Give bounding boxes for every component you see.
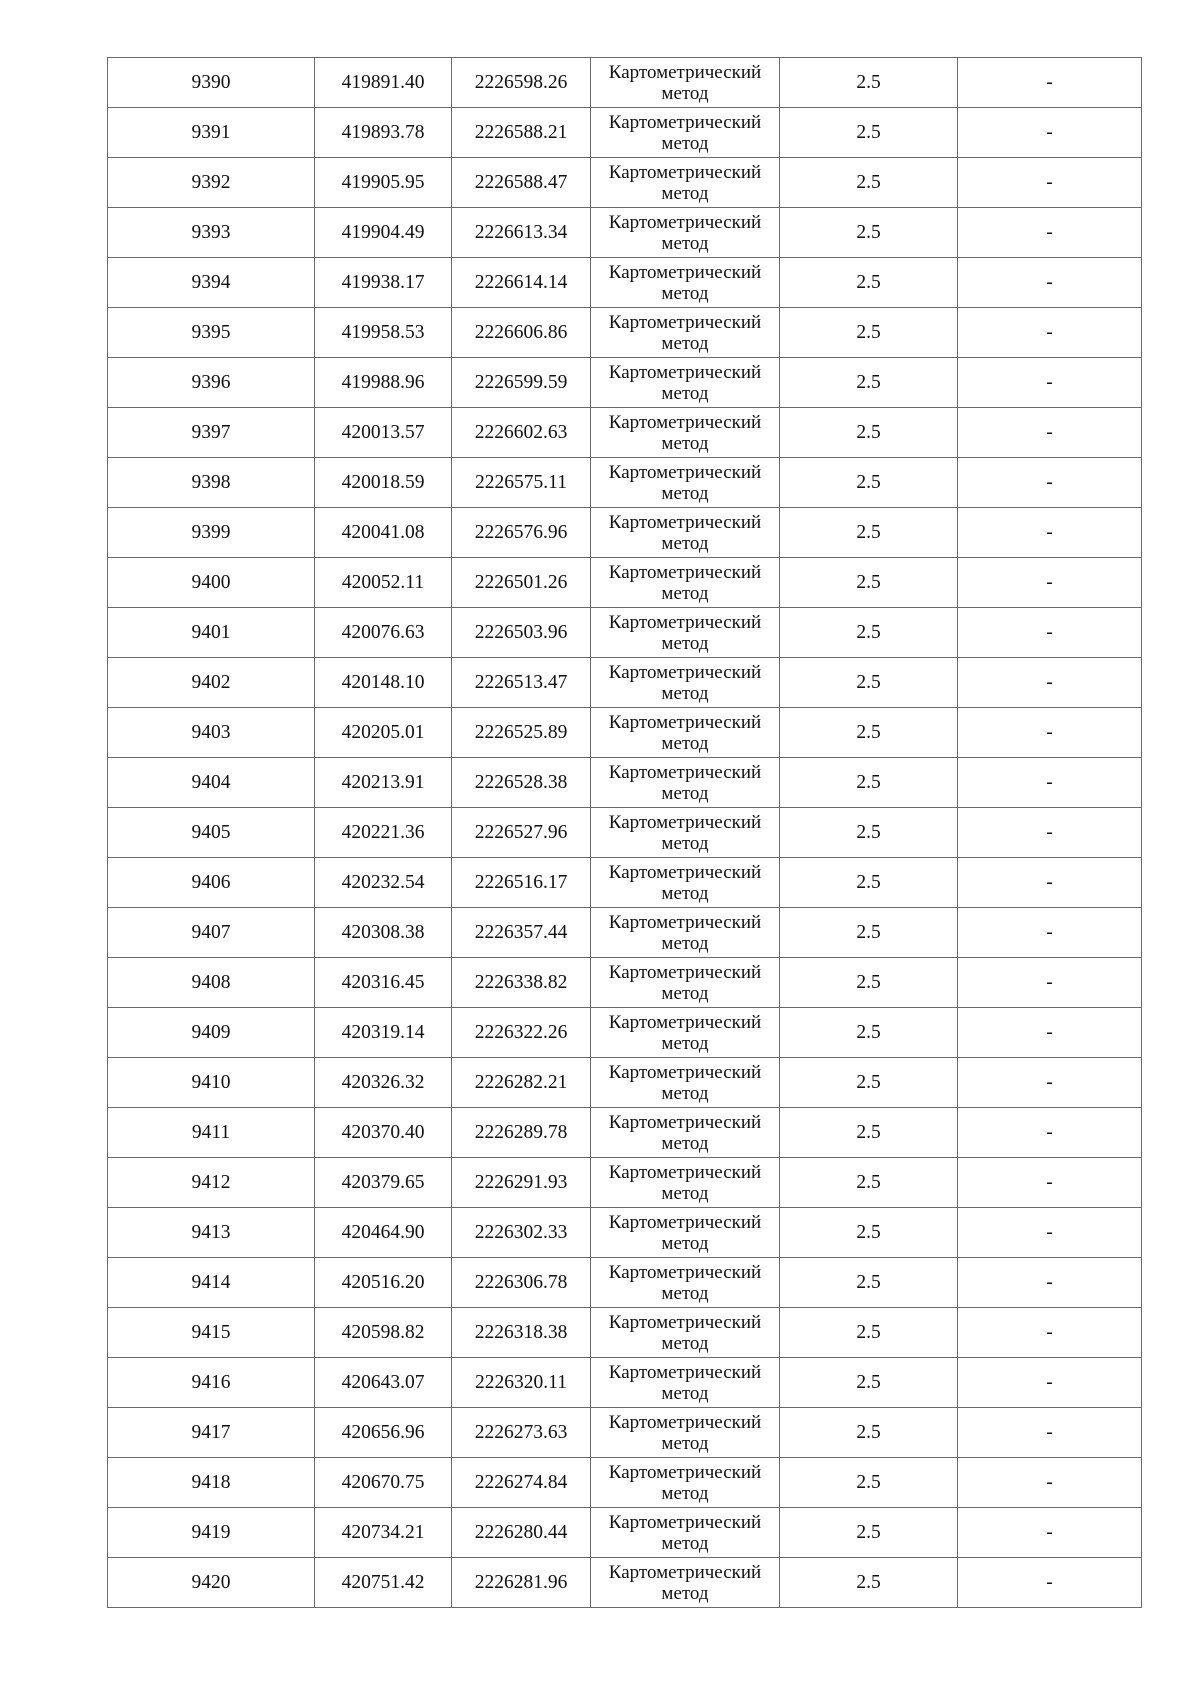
- method-line-2: метод: [661, 783, 709, 804]
- method-cell: [591, 408, 780, 458]
- table-row: [108, 708, 1142, 758]
- y-coordinate-cell: 2226598.26: [452, 58, 591, 108]
- point-number-cell: 9399: [108, 508, 315, 558]
- y-coordinate-cell: 2226576.96: [452, 508, 591, 558]
- x-coordinate-cell: 420656.96: [315, 1408, 452, 1458]
- y-coordinate-cell: 2226273.63: [452, 1408, 591, 1458]
- y-coordinate-cell: 2226306.78: [452, 1258, 591, 1308]
- point-number-cell: 9392: [108, 158, 315, 208]
- accuracy-cell: 2.5: [780, 208, 958, 258]
- table-row: [108, 508, 1142, 558]
- method-line-1: Картометрический: [608, 1162, 762, 1183]
- method-cell: [591, 208, 780, 258]
- accuracy-cell: 2.5: [780, 1008, 958, 1058]
- x-coordinate-cell: 420205.01: [315, 708, 452, 758]
- coordinates-table-body: [108, 58, 1142, 1608]
- y-coordinate-cell: 2226282.21: [452, 1058, 591, 1108]
- accuracy-cell: 2.5: [780, 108, 958, 158]
- accuracy-cell: 2.5: [780, 808, 958, 858]
- method-line-2: метод: [661, 483, 709, 504]
- x-coordinate-cell: 420464.90: [315, 1208, 452, 1258]
- method-line-2: метод: [661, 583, 709, 604]
- method-line-2: метод: [661, 1383, 709, 1404]
- table-row: [108, 1058, 1142, 1108]
- accuracy-cell: 2.5: [780, 1258, 958, 1308]
- method-line-2: метод: [661, 183, 709, 204]
- table-row: [108, 558, 1142, 608]
- y-coordinate-cell: 2226588.47: [452, 158, 591, 208]
- point-number-cell: 9416: [108, 1358, 315, 1408]
- method-line-2: метод: [661, 1333, 709, 1354]
- table-row: [108, 258, 1142, 308]
- point-number-cell: 9411: [108, 1108, 315, 1158]
- y-coordinate-cell: 2226575.11: [452, 458, 591, 508]
- y-coordinate-cell: 2226320.11: [452, 1358, 591, 1408]
- method-line-1: Картометрический: [608, 1062, 762, 1083]
- table-row: [108, 658, 1142, 708]
- x-coordinate-cell: 419958.53: [315, 308, 452, 358]
- accuracy-cell: 2.5: [780, 608, 958, 658]
- method-cell: [591, 1558, 780, 1608]
- accuracy-cell: 2.5: [780, 408, 958, 458]
- method-cell: [591, 158, 780, 208]
- note-cell: -: [958, 1008, 1142, 1058]
- table-row: [108, 1408, 1142, 1458]
- y-coordinate-cell: 2226281.96: [452, 1558, 591, 1608]
- x-coordinate-cell: 420213.91: [315, 758, 452, 808]
- accuracy-cell: 2.5: [780, 1308, 958, 1358]
- point-number-cell: 9390: [108, 58, 315, 108]
- method-line-1: Картометрический: [608, 62, 762, 83]
- point-number-cell: 9404: [108, 758, 315, 808]
- x-coordinate-cell: 419905.95: [315, 158, 452, 208]
- method-cell: [591, 58, 780, 108]
- method-cell: [591, 1358, 780, 1408]
- y-coordinate-cell: 2226302.33: [452, 1208, 591, 1258]
- note-cell: -: [958, 1058, 1142, 1108]
- method-line-1: Картометрический: [608, 1212, 762, 1233]
- method-line-2: метод: [661, 733, 709, 754]
- accuracy-cell: 2.5: [780, 1358, 958, 1408]
- accuracy-cell: 2.5: [780, 908, 958, 958]
- note-cell: -: [958, 358, 1142, 408]
- y-coordinate-cell: 2226503.96: [452, 608, 591, 658]
- note-cell: -: [958, 858, 1142, 908]
- y-coordinate-cell: 2226614.14: [452, 258, 591, 308]
- y-coordinate-cell: 2226602.63: [452, 408, 591, 458]
- y-coordinate-cell: 2226588.21: [452, 108, 591, 158]
- method-line-2: метод: [661, 83, 709, 104]
- method-line-2: метод: [661, 1583, 709, 1604]
- note-cell: -: [958, 1508, 1142, 1558]
- point-number-cell: 9410: [108, 1058, 315, 1108]
- method-cell: [591, 258, 780, 308]
- x-coordinate-cell: 420670.75: [315, 1458, 452, 1508]
- method-line-1: Картометрический: [608, 312, 762, 333]
- x-coordinate-cell: 420232.54: [315, 858, 452, 908]
- table-row: [108, 608, 1142, 658]
- y-coordinate-cell: 2226525.89: [452, 708, 591, 758]
- method-line-2: метод: [661, 633, 709, 654]
- accuracy-cell: 2.5: [780, 1408, 958, 1458]
- method-line-1: Картометрический: [608, 362, 762, 383]
- x-coordinate-cell: 419938.17: [315, 258, 452, 308]
- method-line-2: метод: [661, 1233, 709, 1254]
- x-coordinate-cell: 420148.10: [315, 658, 452, 708]
- point-number-cell: 9400: [108, 558, 315, 608]
- method-line-1: Картометрический: [608, 162, 762, 183]
- note-cell: -: [958, 808, 1142, 858]
- point-number-cell: 9397: [108, 408, 315, 458]
- note-cell: -: [958, 158, 1142, 208]
- table-row: [108, 58, 1142, 108]
- note-cell: -: [958, 708, 1142, 758]
- method-line-2: метод: [661, 133, 709, 154]
- method-line-1: Картометрический: [608, 662, 762, 683]
- method-line-2: метод: [661, 383, 709, 404]
- y-coordinate-cell: 2226338.82: [452, 958, 591, 1008]
- x-coordinate-cell: 420076.63: [315, 608, 452, 658]
- point-number-cell: 9408: [108, 958, 315, 1008]
- method-line-2: метод: [661, 983, 709, 1004]
- accuracy-cell: 2.5: [780, 958, 958, 1008]
- method-cell: [591, 958, 780, 1008]
- y-coordinate-cell: 2226528.38: [452, 758, 591, 808]
- note-cell: -: [958, 308, 1142, 358]
- method-line-1: Картометрический: [608, 812, 762, 833]
- accuracy-cell: 2.5: [780, 1208, 958, 1258]
- accuracy-cell: 2.5: [780, 708, 958, 758]
- method-line-1: Картометрический: [608, 412, 762, 433]
- accuracy-cell: 2.5: [780, 1058, 958, 1108]
- x-coordinate-cell: 420052.11: [315, 558, 452, 608]
- note-cell: -: [958, 1308, 1142, 1358]
- point-number-cell: 9394: [108, 258, 315, 308]
- note-cell: -: [958, 1408, 1142, 1458]
- y-coordinate-cell: 2226606.86: [452, 308, 591, 358]
- accuracy-cell: 2.5: [780, 858, 958, 908]
- accuracy-cell: 2.5: [780, 308, 958, 358]
- method-line-2: метод: [661, 1283, 709, 1304]
- table-row: [108, 208, 1142, 258]
- method-line-1: Картометрический: [608, 1312, 762, 1333]
- table-row: [108, 1508, 1142, 1558]
- method-cell: [591, 608, 780, 658]
- accuracy-cell: 2.5: [780, 358, 958, 408]
- method-line-2: метод: [661, 1133, 709, 1154]
- method-cell: [591, 708, 780, 758]
- note-cell: -: [958, 1208, 1142, 1258]
- method-cell: [591, 1508, 780, 1558]
- table-row: [108, 358, 1142, 408]
- method-line-1: Картометрический: [608, 862, 762, 883]
- x-coordinate-cell: 419904.49: [315, 208, 452, 258]
- method-cell: [591, 858, 780, 908]
- table-row: [108, 408, 1142, 458]
- method-cell: [591, 458, 780, 508]
- table-row: [108, 158, 1142, 208]
- x-coordinate-cell: 420013.57: [315, 408, 452, 458]
- point-number-cell: 9412: [108, 1158, 315, 1208]
- point-number-cell: 9419: [108, 1508, 315, 1558]
- note-cell: -: [958, 58, 1142, 108]
- method-line-2: метод: [661, 1433, 709, 1454]
- note-cell: -: [958, 258, 1142, 308]
- point-number-cell: 9403: [108, 708, 315, 758]
- y-coordinate-cell: 2226613.34: [452, 208, 591, 258]
- accuracy-cell: 2.5: [780, 658, 958, 708]
- method-cell: [591, 358, 780, 408]
- method-line-2: метод: [661, 933, 709, 954]
- method-cell: [591, 1008, 780, 1058]
- method-line-2: метод: [661, 233, 709, 254]
- note-cell: -: [958, 958, 1142, 1008]
- accuracy-cell: 2.5: [780, 1158, 958, 1208]
- table-row: [108, 908, 1142, 958]
- table-row: [108, 458, 1142, 508]
- accuracy-cell: 2.5: [780, 258, 958, 308]
- table-row: [108, 1008, 1142, 1058]
- method-cell: [591, 1108, 780, 1158]
- method-line-2: метод: [661, 833, 709, 854]
- method-cell: [591, 1208, 780, 1258]
- method-line-2: метод: [661, 1533, 709, 1554]
- x-coordinate-cell: 420221.36: [315, 808, 452, 858]
- table-row: [108, 1558, 1142, 1608]
- coordinates-table: [107, 57, 1142, 1608]
- y-coordinate-cell: 2226357.44: [452, 908, 591, 958]
- note-cell: -: [958, 1458, 1142, 1508]
- note-cell: -: [958, 508, 1142, 558]
- y-coordinate-cell: 2226599.59: [452, 358, 591, 408]
- point-number-cell: 9396: [108, 358, 315, 408]
- x-coordinate-cell: 420316.45: [315, 958, 452, 1008]
- accuracy-cell: 2.5: [780, 508, 958, 558]
- accuracy-cell: 2.5: [780, 558, 958, 608]
- y-coordinate-cell: 2226527.96: [452, 808, 591, 858]
- method-cell: [591, 1058, 780, 1108]
- x-coordinate-cell: 420370.40: [315, 1108, 452, 1158]
- y-coordinate-cell: 2226516.17: [452, 858, 591, 908]
- method-line-2: метод: [661, 1033, 709, 1054]
- accuracy-cell: 2.5: [780, 1458, 958, 1508]
- accuracy-cell: 2.5: [780, 1508, 958, 1558]
- table-row: [108, 1308, 1142, 1358]
- point-number-cell: 9407: [108, 908, 315, 958]
- y-coordinate-cell: 2226318.38: [452, 1308, 591, 1358]
- point-number-cell: 9393: [108, 208, 315, 258]
- note-cell: -: [958, 908, 1142, 958]
- method-line-1: Картометрический: [608, 1562, 762, 1583]
- point-number-cell: 9413: [108, 1208, 315, 1258]
- method-line-1: Картометрический: [608, 1112, 762, 1133]
- method-line-1: Картометрический: [608, 512, 762, 533]
- accuracy-cell: 2.5: [780, 58, 958, 108]
- x-coordinate-cell: 420734.21: [315, 1508, 452, 1558]
- x-coordinate-cell: 419893.78: [315, 108, 452, 158]
- y-coordinate-cell: 2226501.26: [452, 558, 591, 608]
- x-coordinate-cell: 419988.96: [315, 358, 452, 408]
- x-coordinate-cell: 420598.82: [315, 1308, 452, 1358]
- method-line-2: метод: [661, 433, 709, 454]
- note-cell: -: [958, 558, 1142, 608]
- table-row: [108, 758, 1142, 808]
- table-row: [108, 1458, 1142, 1508]
- method-line-1: Картометрический: [608, 1262, 762, 1283]
- method-line-1: Картометрический: [608, 1012, 762, 1033]
- table-row: [108, 1358, 1142, 1408]
- table-row: [108, 1208, 1142, 1258]
- note-cell: -: [958, 1108, 1142, 1158]
- note-cell: -: [958, 408, 1142, 458]
- method-cell: [591, 308, 780, 358]
- table-row: [108, 808, 1142, 858]
- point-number-cell: 9409: [108, 1008, 315, 1058]
- method-line-2: метод: [661, 533, 709, 554]
- method-line-1: Картометрический: [608, 712, 762, 733]
- accuracy-cell: 2.5: [780, 758, 958, 808]
- table-row: [108, 108, 1142, 158]
- point-number-cell: 9414: [108, 1258, 315, 1308]
- note-cell: -: [958, 1558, 1142, 1608]
- method-line-1: Картометрический: [608, 762, 762, 783]
- note-cell: -: [958, 1158, 1142, 1208]
- method-cell: [591, 1458, 780, 1508]
- y-coordinate-cell: 2226322.26: [452, 1008, 591, 1058]
- x-coordinate-cell: 420319.14: [315, 1008, 452, 1058]
- x-coordinate-cell: 420379.65: [315, 1158, 452, 1208]
- method-line-2: метод: [661, 333, 709, 354]
- method-cell: [591, 658, 780, 708]
- point-number-cell: 9406: [108, 858, 315, 908]
- table-row: [108, 858, 1142, 908]
- y-coordinate-cell: 2226274.84: [452, 1458, 591, 1508]
- method-line-2: метод: [661, 1183, 709, 1204]
- x-coordinate-cell: 419891.40: [315, 58, 452, 108]
- method-line-1: Картометрический: [608, 562, 762, 583]
- point-number-cell: 9391: [108, 108, 315, 158]
- x-coordinate-cell: 420018.59: [315, 458, 452, 508]
- table-row: [108, 1158, 1142, 1208]
- method-cell: [591, 758, 780, 808]
- x-coordinate-cell: 420751.42: [315, 1558, 452, 1608]
- method-line-2: метод: [661, 1483, 709, 1504]
- method-cell: [591, 808, 780, 858]
- method-line-2: метод: [661, 883, 709, 904]
- method-line-1: Картометрический: [608, 1462, 762, 1483]
- note-cell: -: [958, 458, 1142, 508]
- point-number-cell: 9398: [108, 458, 315, 508]
- method-cell: [591, 508, 780, 558]
- note-cell: -: [958, 1358, 1142, 1408]
- point-number-cell: 9418: [108, 1458, 315, 1508]
- method-line-1: Картометрический: [608, 262, 762, 283]
- method-cell: [591, 1258, 780, 1308]
- accuracy-cell: 2.5: [780, 458, 958, 508]
- note-cell: -: [958, 208, 1142, 258]
- method-line-2: метод: [661, 1083, 709, 1104]
- note-cell: -: [958, 608, 1142, 658]
- x-coordinate-cell: 420516.20: [315, 1258, 452, 1308]
- method-cell: [591, 1308, 780, 1358]
- method-cell: [591, 908, 780, 958]
- method-line-1: Картометрический: [608, 462, 762, 483]
- note-cell: -: [958, 108, 1142, 158]
- table-row: [108, 1258, 1142, 1308]
- point-number-cell: 9405: [108, 808, 315, 858]
- method-line-1: Картометрический: [608, 912, 762, 933]
- y-coordinate-cell: 2226289.78: [452, 1108, 591, 1158]
- method-line-1: Картометрический: [608, 212, 762, 233]
- accuracy-cell: 2.5: [780, 158, 958, 208]
- method-line-1: Картометрический: [608, 112, 762, 133]
- method-line-2: метод: [661, 283, 709, 304]
- method-line-1: Картометрический: [608, 1512, 762, 1533]
- method-line-1: Картометрический: [608, 1412, 762, 1433]
- method-cell: [591, 558, 780, 608]
- table-row: [108, 1108, 1142, 1158]
- y-coordinate-cell: 2226291.93: [452, 1158, 591, 1208]
- note-cell: -: [958, 658, 1142, 708]
- method-line-2: метод: [661, 683, 709, 704]
- table-row: [108, 308, 1142, 358]
- point-number-cell: 9417: [108, 1408, 315, 1458]
- y-coordinate-cell: 2226513.47: [452, 658, 591, 708]
- note-cell: -: [958, 1258, 1142, 1308]
- point-number-cell: 9420: [108, 1558, 315, 1608]
- method-line-1: Картометрический: [608, 962, 762, 983]
- point-number-cell: 9415: [108, 1308, 315, 1358]
- table-row: [108, 958, 1142, 1008]
- method-cell: [591, 1158, 780, 1208]
- point-number-cell: 9401: [108, 608, 315, 658]
- y-coordinate-cell: 2226280.44: [452, 1508, 591, 1558]
- accuracy-cell: 2.5: [780, 1558, 958, 1608]
- x-coordinate-cell: 420041.08: [315, 508, 452, 558]
- x-coordinate-cell: 420643.07: [315, 1358, 452, 1408]
- method-cell: [591, 1408, 780, 1458]
- x-coordinate-cell: 420326.32: [315, 1058, 452, 1108]
- method-line-1: Картометрический: [608, 1362, 762, 1383]
- method-line-1: Картометрический: [608, 612, 762, 633]
- point-number-cell: 9395: [108, 308, 315, 358]
- accuracy-cell: 2.5: [780, 1108, 958, 1158]
- note-cell: -: [958, 758, 1142, 808]
- x-coordinate-cell: 420308.38: [315, 908, 452, 958]
- point-number-cell: 9402: [108, 658, 315, 708]
- method-cell: [591, 108, 780, 158]
